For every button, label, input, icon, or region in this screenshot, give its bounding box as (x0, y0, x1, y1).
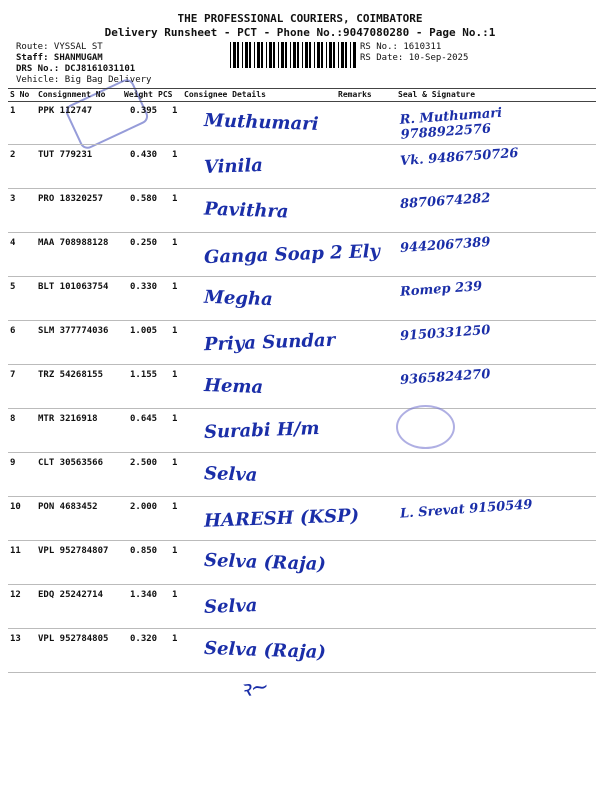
row-sno: 6 (10, 326, 16, 336)
row-pcs: 1 (172, 326, 178, 336)
col-weight: Weight (124, 90, 153, 99)
table-row (8, 628, 596, 673)
row-sno: 13 (10, 634, 21, 644)
route-field: Route: VYSSAL ST (16, 42, 103, 52)
consignee-handwriting: Selva (203, 595, 258, 618)
row-consignment: EDQ 25242714 (38, 590, 104, 600)
col-remarks: Remarks (338, 90, 372, 99)
row-weight: 0.850 (130, 546, 158, 556)
row-sno: 4 (10, 238, 16, 248)
row-pcs: 1 (172, 546, 178, 556)
table-row (8, 364, 596, 409)
row-weight: 1.005 (130, 326, 158, 336)
row-consignment: PRO 18320257 (38, 194, 104, 204)
row-weight: 2.000 (130, 502, 158, 512)
signature: R. Muthumari 9788922576 (399, 105, 503, 143)
row-consignment: PPK 112747 (38, 106, 93, 116)
row-weight: 0.580 (130, 194, 158, 204)
row-consignment: SLM 377774036 (38, 326, 109, 336)
table-row (8, 320, 596, 365)
table-row (8, 540, 596, 585)
row-pcs: 1 (172, 634, 178, 644)
row-weight: 0.250 (130, 238, 158, 248)
table-row (8, 452, 596, 497)
row-weight: 2.500 (130, 458, 158, 468)
row-weight: 1.340 (130, 590, 158, 600)
consignee-handwriting: Priya Sundar (203, 329, 336, 356)
document-subtitle: Delivery Runsheet - PCT - Phone No.:9047080280 - Page No.:1 (104, 26, 496, 39)
staff-field: Staff: SHANMUGAM (16, 53, 103, 63)
table-row (8, 100, 596, 145)
consignee-handwriting: Hema (203, 374, 264, 399)
row-consignment: PON 4683452 (38, 502, 98, 512)
row-weight: 0.645 (130, 414, 158, 424)
consignee-handwriting: Selva (Raja) (203, 637, 327, 664)
row-pcs: 1 (172, 458, 178, 468)
consignee-handwriting: HARESH (KSP) (203, 505, 360, 532)
row-consignment: TRZ 54268155 (38, 370, 104, 380)
col-sno: S No (10, 90, 30, 99)
col-signature: Seal & Signature (398, 90, 476, 99)
table-row (8, 144, 596, 189)
table-row (8, 188, 596, 233)
signature: L. Srevat 9150549 (399, 497, 533, 522)
row-sno: 10 (10, 502, 21, 512)
consignee-handwriting: Selva (Raja) (203, 549, 327, 576)
row-pcs: 1 (172, 150, 178, 160)
row-sno: 9 (10, 458, 16, 468)
row-pcs: 1 (172, 502, 178, 512)
row-sno: 7 (10, 370, 16, 380)
table-row (8, 584, 596, 629)
col-consignee: Consignee Details (184, 90, 266, 99)
consignee-handwriting: Vinila (203, 154, 264, 179)
row-sno: 2 (10, 150, 16, 160)
row-pcs: 1 (172, 590, 178, 600)
consignee-handwriting: Muthumari (203, 110, 319, 135)
row-weight: 0.430 (130, 150, 158, 160)
table-row (8, 496, 596, 541)
rs-date: RS Date: 10-Sep-2025 (360, 53, 469, 63)
drs-field: DRS No.: DCJ8161031101 (16, 64, 136, 74)
table-row (8, 276, 596, 321)
row-sno: 5 (10, 282, 16, 292)
vehicle-field: Vehicle: Big Bag Delivery (16, 75, 152, 85)
barcode (230, 42, 356, 68)
signature: 9365824270 (399, 366, 491, 389)
row-weight: 0.320 (130, 634, 158, 644)
col-pcs: PCS (158, 90, 173, 99)
row-consignment: MTR 3216918 (38, 414, 98, 424)
row-sno: 8 (10, 414, 16, 424)
row-consignment: VPL 952784805 (38, 634, 109, 644)
consignee-handwriting: Ganga Soap 2 Ely (203, 240, 381, 269)
row-consignment: BLT 101063754 (38, 282, 109, 292)
row-weight: 0.395 (130, 106, 158, 116)
row-consignment: CLT 30563566 (38, 458, 104, 468)
consignee-handwriting: Surabi H/m (203, 417, 320, 444)
row-sno: 12 (10, 590, 21, 600)
row-pcs: 1 (172, 106, 178, 116)
row-sno: 11 (10, 546, 21, 556)
consignee-handwriting: Megha (203, 286, 274, 311)
rs-number: RS No.: 1610311 (360, 42, 442, 52)
signature: 9442067389 (399, 234, 491, 257)
signature: 8870674282 (399, 190, 491, 213)
consignee-handwriting: Pavithra (203, 198, 289, 223)
row-consignment: MAA 708988128 (38, 238, 109, 248)
table-row (8, 232, 596, 277)
signature: Romep 239 (399, 279, 483, 300)
col-consignment: Consignment No (38, 90, 106, 99)
signature: 9150331250 (399, 322, 491, 345)
row-pcs: 1 (172, 194, 178, 204)
seal-stamp (396, 405, 455, 449)
row-weight: 1.155 (130, 370, 158, 380)
row-pcs: 1 (172, 414, 178, 424)
row-pcs: 1 (172, 370, 178, 380)
footer-signature: ꝛ~ (238, 674, 271, 703)
row-pcs: 1 (172, 238, 178, 248)
row-pcs: 1 (172, 282, 178, 292)
signature: Vk. 9486750726 (399, 145, 519, 170)
row-consignment: TUT 779231 (38, 150, 93, 160)
row-consignment: VPL 952784807 (38, 546, 109, 556)
row-sno: 3 (10, 194, 16, 204)
document-title: THE PROFESSIONAL COURIERS, COIMBATORE (177, 12, 423, 25)
consignee-handwriting: Selva (203, 463, 258, 486)
row-sno: 1 (10, 106, 16, 116)
table-row (8, 408, 596, 453)
row-weight: 0.330 (130, 282, 158, 292)
